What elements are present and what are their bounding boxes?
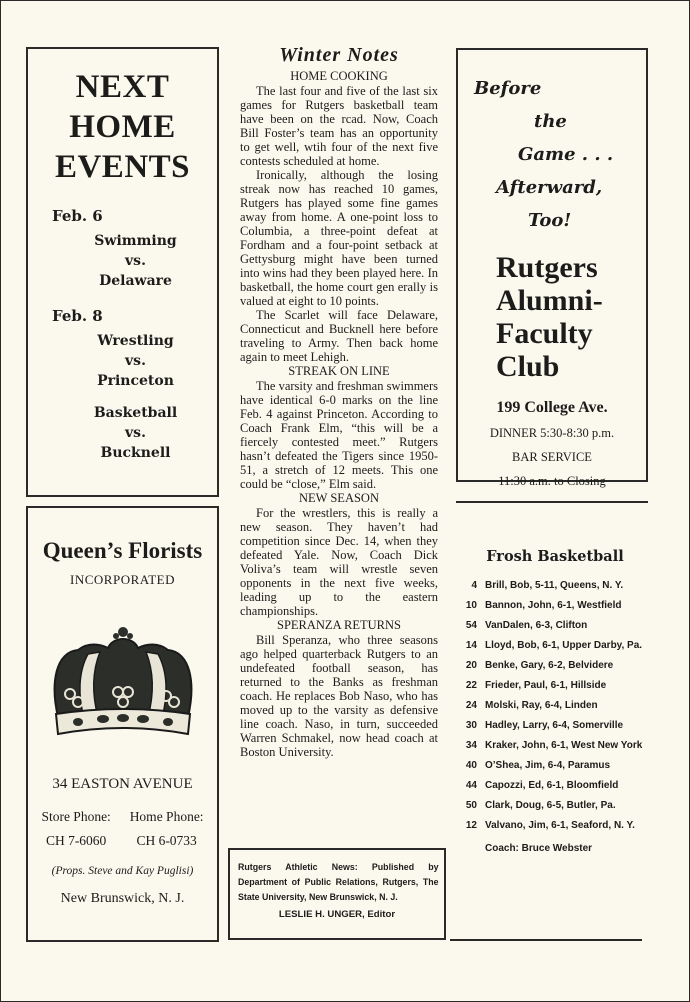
events-title	[28, 67, 217, 187]
player-entry: O’Shea, Jim, 6-4, Paramus	[485, 759, 611, 771]
player-entry: Clark, Doug, 6-5, Butler, Pa.	[485, 799, 616, 811]
roster-row	[455, 715, 655, 735]
section-subhead: SPERANZA RETURNS	[277, 618, 401, 632]
roster-row	[455, 635, 655, 655]
event-sport: Swimming	[94, 233, 177, 249]
slogan-line: Game . . .	[518, 144, 614, 165]
store-phone	[41, 805, 110, 853]
slogan-line: Before	[474, 78, 542, 99]
coach-credit: Coach: Bruce Webster	[485, 843, 593, 854]
article-paragraph: The last four and five of the last six games for Rutgers basketball team have been on the rcad. Now, Coach Bill Foster’s team has an opportunity to get well, wtih four of the next five contests scheduled at home.	[240, 84, 438, 168]
jersey-number: 12	[465, 819, 477, 831]
section-subhead: HOME COOKING	[290, 69, 388, 83]
roster-row	[455, 595, 655, 615]
player-entry: Benke, Gary, 6-2, Belvidere	[485, 659, 614, 671]
article-paragraph: Bill Speranza, who three seasons ago helped quarterback Rutgers to an undefeated football season, has returned to the Banks as freshman coach. He replaces Bob Naso, who has moved up to the varsity as defensive line coach. Naso, in turn, succeeded Warren Schmakel, now head coach at Boston University.	[240, 633, 438, 759]
florist-subtitle: INCORPORATED	[70, 572, 175, 587]
slogan-line: the	[534, 111, 567, 132]
roster-row	[455, 735, 655, 755]
club-name-line: Alumni-	[496, 284, 603, 317]
slogan-line: Afterward,	[496, 177, 603, 198]
article-paragraph: The varsity and freshman swimmers have identical 6-0 marks on the line Feb. 4 against Princeton. According to Coach Frank Elm, “this will be a fiercely contested meet.” Rutgers hasn’t defeated the Tigers since 1950-51, a stretch of 12 meets. This one could be “close,” Elm said.	[240, 379, 438, 491]
florist-phones	[28, 805, 217, 853]
section-subhead: STREAK ON LINE	[288, 364, 390, 378]
jersey-number: 50	[465, 799, 477, 811]
article-paragraph: For the wrestlers, this is really a new season. They haven’t had competition since Dec. 14, when they defeated Yale. Now, Coach Dick Voliva’s team will wrestle seven opponents in the next five weeks, leading up to the eastern championships.	[240, 506, 438, 618]
roster-row	[455, 795, 655, 815]
home-phone-label: Home Phone:	[129, 809, 204, 824]
event-opponent: Bucknell	[100, 445, 171, 461]
roster-row	[455, 695, 655, 715]
player-entry: Lloyd, Bob, 6-1, Upper Darby, Pa.	[485, 639, 643, 651]
jersey-number: 10	[465, 599, 477, 611]
article-paragraph: Ironically, although the losing streak now has reached 10 games, Rutgers has played some fine games away from home. A one-point loss to Columbia, a three-point defeat at Fordham and a four-point setback at Gettysburg might have been turned into wins had they been played here. In basketball, the home court gen erally is valued at eight to 10 points.	[240, 168, 438, 308]
event-vs: vs.	[125, 253, 146, 269]
roster-row	[455, 575, 655, 595]
roster-row	[455, 775, 655, 795]
event-opponent: Delaware	[99, 273, 172, 289]
player-entry: VanDalen, 6-3, Clifton	[485, 619, 588, 631]
event-sport: Wrestling	[97, 333, 174, 349]
slogan-line: Too!	[528, 210, 572, 231]
jersey-number: 14	[465, 639, 477, 651]
player-entry: Hadley, Larry, 6-4, Somerville	[485, 719, 624, 731]
frosh-basketball-roster	[455, 548, 655, 854]
florist-city: New Brunswick, N. J.	[60, 891, 185, 906]
club-dinner-hours: DINNER 5:30-8:30 p.m.	[489, 426, 615, 440]
roster-row	[455, 655, 655, 675]
jersey-number: 44	[465, 779, 477, 791]
event-vs: vs.	[125, 425, 146, 441]
jersey-number: 4	[471, 579, 477, 591]
event-date: Feb. 6	[52, 207, 103, 225]
title-line: HOME	[69, 109, 176, 145]
florist-address: 34 EASTON AVENUE	[52, 776, 193, 792]
roster-row	[455, 815, 655, 835]
publisher-box	[228, 848, 446, 940]
publisher-text: Rutgers Athletic News: Published by Department of Public Relations, Rutgers, The State University, New Brunswick, N. J.	[238, 862, 439, 903]
divider-rule	[450, 939, 642, 941]
event-opponent: Princeton	[97, 373, 174, 389]
club-name-line: Rutgers	[496, 251, 598, 284]
jersey-number: 22	[465, 679, 477, 691]
article-paragraph: The Scarlet will face Delaware, Connecticut and Bucknell here before traveling to Army. Then back home again to meet Lehigh.	[240, 308, 438, 364]
player-entry: Brill, Bob, 5-11, Queens, N. Y.	[485, 579, 624, 591]
club-name-line: Faculty	[496, 317, 593, 350]
event-entry	[54, 403, 217, 463]
jersey-number: 40	[465, 759, 477, 771]
florist-name: Queen’s Florists	[42, 538, 203, 563]
jersey-number: 34	[465, 739, 477, 751]
club-name-line: Club	[496, 350, 560, 383]
jersey-number: 20	[465, 659, 477, 671]
home-phone-number: CH 6-0733	[136, 833, 197, 848]
player-entry: Bannon, John, 6-1, Westfield	[485, 599, 622, 611]
jersey-number: 24	[465, 699, 477, 711]
alumni-faculty-club-ad	[456, 48, 648, 488]
jersey-number: 54	[465, 619, 477, 631]
player-entry: Kraker, John, 6-1, West New York	[485, 739, 643, 751]
divider-rule	[456, 501, 648, 503]
player-entry: Frieder, Paul, 6-1, Hillside	[485, 679, 607, 691]
title-line: NEXT	[75, 69, 170, 105]
editor-credit: LESLIE H. UNGER, Editor	[278, 909, 396, 920]
club-bar-service: BAR SERVICE	[512, 450, 592, 464]
title-line: EVENTS	[54, 149, 191, 185]
player-entry: Molski, Ray, 6-4, Linden	[485, 699, 598, 711]
player-entry: Capozzi, Ed, 6-1, Bloomfield	[485, 779, 619, 791]
club-slogan	[458, 72, 646, 237]
store-phone-label: Store Phone:	[41, 809, 111, 824]
club-address: 199 College Ave.	[496, 399, 608, 416]
roster-row	[455, 755, 655, 775]
roster-row	[455, 675, 655, 695]
section-subhead: NEW SEASON	[299, 491, 379, 505]
club-name	[496, 251, 646, 383]
event-entry	[54, 331, 217, 391]
florist-ad	[26, 506, 219, 942]
event-entry	[54, 231, 217, 291]
roster-row	[455, 615, 655, 635]
club-bar-hours: 11:30 a.m. to Closing	[498, 474, 606, 488]
store-phone-number: CH 7-6060	[45, 833, 107, 848]
winter-notes-heading: Winter Notes	[279, 44, 399, 66]
event-sport: Basketball	[93, 405, 178, 421]
winter-notes-column	[240, 44, 438, 759]
event-vs: vs.	[125, 353, 146, 369]
florist-proprietors: (Props. Steve and Kay Puglisi)	[51, 865, 194, 877]
jersey-number: 30	[465, 719, 477, 731]
next-home-events-box	[26, 47, 219, 497]
roster-title: Frosh Basketball	[486, 548, 624, 565]
home-phone	[130, 805, 204, 853]
player-entry: Valvano, Jim, 6-1, Seaford, N. Y.	[485, 819, 635, 831]
crown-icon	[48, 622, 198, 742]
event-date: Feb. 8	[52, 307, 103, 325]
